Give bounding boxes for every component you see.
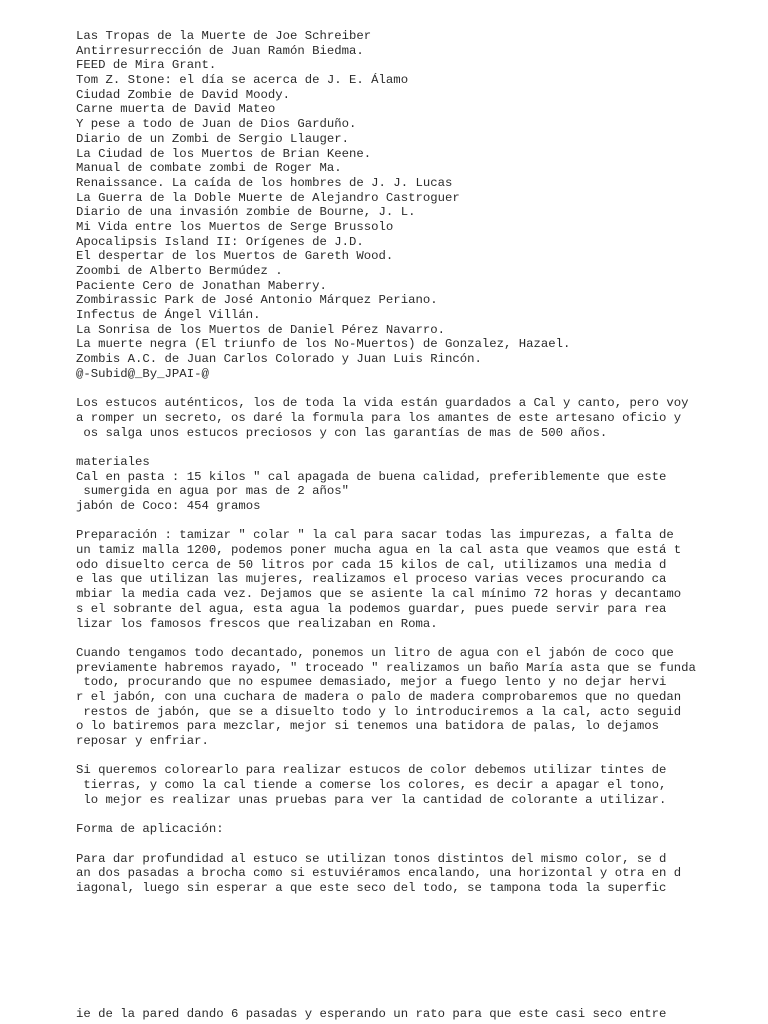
text-line: sumergida en agua por mas de 2 años" (76, 484, 350, 499)
document-text-top (76, 29, 736, 896)
text-line: a romper un secreto, os daré la formula para los amantes de este artesano oficio y (76, 410, 682, 425)
text-line: Paciente Cero de Jonathan Maberry. (76, 278, 327, 293)
text-line: reposar y enfriar. (76, 734, 209, 748)
text-line: Zombirassic Park de José Antonio Márquez Periano. (76, 293, 438, 308)
text-line (76, 807, 736, 822)
text-line: Renaissance. La caída de los hombres de J. J. Lucas (76, 175, 453, 190)
text-line: Las Tropas de la Muerte de Joe Schreiber (76, 29, 372, 43)
text-line: Preparación : tamizar " colar " la cal para sacar todas las impurezas, a falta de (76, 528, 674, 543)
text-line: Los estucos auténticos, los de toda la vida están guardados a Cal y canto, pero voy (76, 396, 689, 411)
text-line: Manual de combate zombi de Roger Ma. (76, 161, 342, 176)
text-line: restos de jabón, que se a disuelto todo y lo introduciremos a la cal, acto seguid (76, 704, 682, 719)
text-line: La Sonrisa de los Muertos de Daniel Pérez Navarro. (76, 322, 445, 337)
text-line: tierras, y como la cal tiende a comerse los colores, es decir a apagar el tono, (76, 778, 667, 793)
text-line (76, 749, 736, 764)
text-line: odo disuelto cerca de 50 litros por cada 15 kilos de cal, utilizamos una media d (76, 557, 667, 572)
text-line: @-Subid@_By_JPAI-@ (76, 366, 209, 381)
text-line: materiales (76, 454, 150, 469)
text-line: Forma de aplicación: (76, 822, 224, 837)
text-line (76, 514, 736, 529)
text-line: Cuando tengamos todo decantado, ponemos un litro de agua con el jabón de coco que (76, 645, 674, 660)
text-line: os salga unos estucos preciosos y con las garantías de mas de 500 años. (76, 425, 608, 440)
text-line: El despertar de los Muertos de Gareth Wood. (76, 249, 394, 264)
text-line: iagonal, luego sin esperar a que este seco del todo, se tampona toda la superfic (76, 880, 667, 895)
text-line: Para dar profundidad al estuco se utilizan tonos distintos del mismo color, se d (76, 851, 667, 866)
text-line: Zoombi de Alberto Bermúdez . (76, 264, 283, 278)
text-line: mbiar la media cada vez. Dejamos que se asiente la cal mínimo 72 horas y decantamo (76, 587, 682, 602)
text-line: La Guerra de la Doble Muerte de Alejandro Castroguer (76, 190, 460, 205)
text-line: lizar los famosos frescos que realizaban en Roma. (76, 616, 438, 631)
text-line: La muerte negra (El triunfo de los No-Muertos) de Gonzalez, Hazael. (76, 337, 571, 352)
text-line: todo, procurando que no espumee demasiado, mejor a fuego lento y no dejar hervi (76, 675, 667, 690)
text-line: s el sobrante del agua, esta agua la podemos guardar, pues puede servir para rea (76, 601, 667, 616)
text-line: Tom Z. Stone: el día se acerca de J. E. Álamo (76, 73, 409, 88)
text-line (76, 440, 736, 455)
text-line: Apocalipsis Island II: Orígenes de J.D. (76, 234, 364, 249)
text-line: e las que utilizan las mujeres, realizamos el proceso varias veces procurando ca (76, 572, 667, 587)
text-line: an dos pasadas a brocha como si estuviéramos encalando, una horizontal y otra en d (76, 866, 682, 881)
text-line: FEED de Mira Grant. (76, 58, 217, 73)
text-line: Diario de un Zombi de Sergio Llauger. (76, 131, 350, 146)
text-line: Ciudad Zombie de David Moody. (76, 87, 291, 102)
document-text-bottom (76, 1007, 736, 1022)
text-line: Diario de una invasión zombie de Bourne, J. L. (76, 205, 416, 220)
text-line: Si queremos colorearlo para realizar estucos de color debemos utilizar tintes de (76, 763, 667, 778)
text-line: Antirresurrección de Juan Ramón Biedma. (76, 43, 364, 58)
text-line: Zombis A.C. de Juan Carlos Colorado y Juan Luis Rincón. (76, 352, 482, 367)
text-line (76, 631, 736, 646)
text-line: previamente habremos rayado, " troceado " realizamos un baño María asta que se funda (76, 660, 696, 675)
text-line: Y pese a todo de Juan de Dios Garduño. (76, 117, 357, 132)
text-line: Infectus de Ángel Villán. (76, 308, 261, 323)
text-line: Cal en pasta : 15 kilos " cal apagada de buena calidad, preferiblemente que este (76, 469, 667, 484)
text-line (76, 382, 736, 397)
text-line: Mi Vida entre los Muertos de Serge Brussolo (76, 219, 394, 234)
text-line: ie de la pared dando 6 pasadas y esperando un rato para que este casi seco entre (76, 1007, 667, 1021)
text-line: jabón de Coco: 454 gramos (76, 499, 261, 513)
text-line: o lo batiremos para mezclar, mejor si tenemos una batidora de palas, lo dejamos (76, 719, 659, 734)
text-line: Carne muerta de David Mateo (76, 102, 276, 117)
text-line: un tamiz malla 1200, podemos poner mucha agua en la cal asta que veamos que está t (76, 543, 682, 558)
text-line: lo mejor es realizar unas pruebas para ver la cantidad de colorante a utilizar. (76, 792, 667, 807)
text-line: r el jabón, con una cuchara de madera o palo de madera comprobaremos que no quedan (76, 689, 682, 704)
text-line (76, 837, 736, 852)
text-line: La Ciudad de los Muertos de Brian Keene. (76, 146, 372, 161)
